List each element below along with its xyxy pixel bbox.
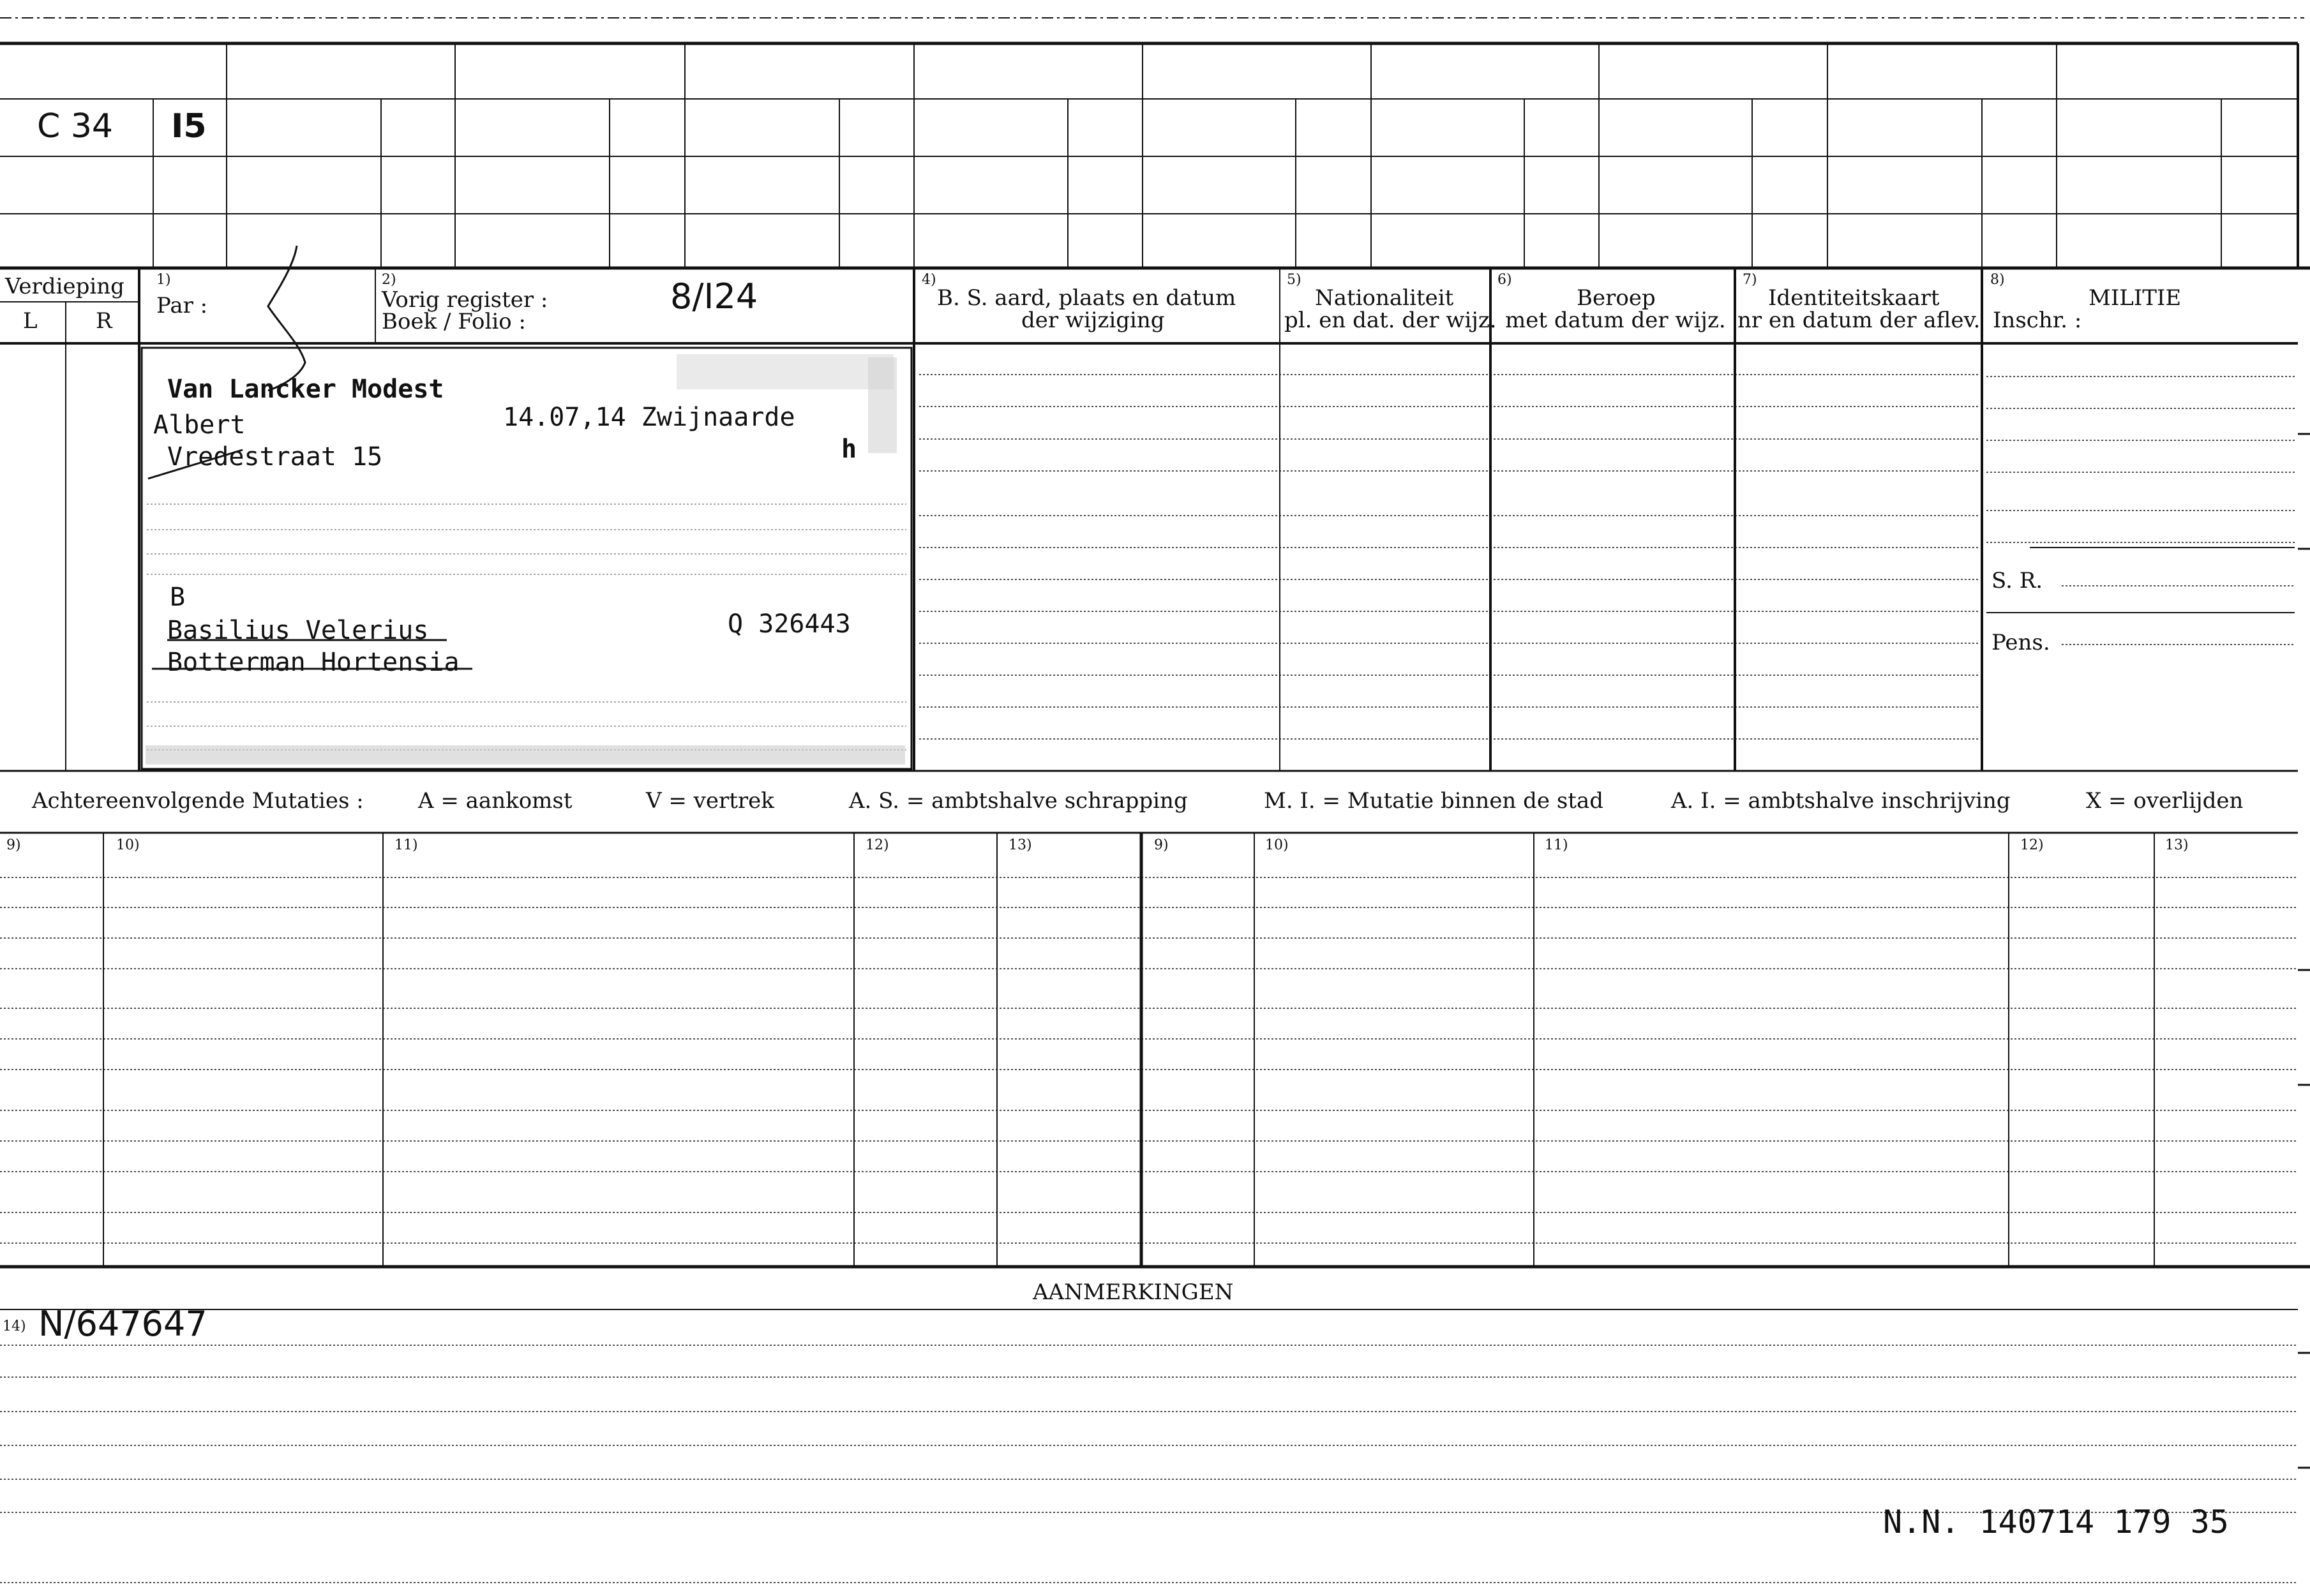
- identiteitskaart-label: Identiteitskaart: [1768, 285, 1940, 311]
- record-address: Vredestraat 15: [167, 442, 383, 472]
- col-l-label: L: [23, 308, 38, 334]
- record-first-name: Albert: [153, 410, 246, 440]
- mutatie-legend-as: A. S. = ambtshalve schrapping: [849, 788, 1188, 814]
- verdieping-label: Verdieping: [5, 274, 124, 299]
- col8-number: 8): [1990, 272, 2005, 288]
- mutaties-title: Achtereenvolgende Mutaties :: [32, 788, 364, 814]
- nationaliteit-sub-label: pl. en dat. der wijz.: [1284, 308, 1497, 333]
- mut-col-11-left: 11): [394, 837, 418, 853]
- aanmerkingen-number: 14): [3, 1318, 26, 1334]
- vorig-register-value: 8/I24: [670, 276, 758, 317]
- mut-col-9-right: 9): [1154, 837, 1169, 853]
- inschr-label: Inschr. :: [1993, 308, 2082, 333]
- record-id-number: Q 326443: [728, 609, 851, 639]
- mut-col-9-left: 9): [6, 837, 21, 853]
- militie-label: MILITIE: [2089, 285, 2182, 311]
- col5-number: 5): [1287, 272, 1301, 288]
- mut-col-10-left: 10): [116, 837, 140, 853]
- code-i5: I5: [171, 107, 207, 145]
- col-r-label: R: [96, 308, 112, 334]
- mut-col-12-right: 12): [2020, 837, 2044, 853]
- beroep-label: Beroep: [1577, 285, 1656, 311]
- mutatie-legend-x: X = overlijden: [2086, 788, 2244, 814]
- identiteitskaart-sub-label: nr en datum der aflev.: [1737, 308, 1981, 333]
- mut-col-13-left: 13): [1009, 837, 1032, 853]
- mutatie-legend-ai: A. I. = ambtshalve inschrijving: [1671, 788, 2011, 814]
- col1-number: 1): [156, 272, 171, 288]
- mutatie-legend-mi: M. I. = Mutatie binnen de stad: [1264, 788, 1603, 814]
- bs-label-line1: B. S. aard, plaats en datum: [937, 285, 1236, 311]
- vorig-register-label: Vorig register :: [382, 287, 548, 313]
- stamp-smudge-right: [868, 357, 897, 453]
- record-sex: h: [841, 435, 857, 464]
- record-other: Botterman Hortensia: [167, 648, 460, 677]
- beroep-sub-label: met datum der wijz.: [1505, 308, 1726, 333]
- col4-number: 4): [922, 272, 936, 288]
- col6-number: 6): [1497, 272, 1512, 288]
- code-c34: C 34: [37, 107, 114, 145]
- nationaliteit-label: Nationaliteit: [1315, 285, 1454, 311]
- mut-col-10-right: 10): [1265, 837, 1289, 853]
- sr-label: S. R.: [1991, 568, 2043, 593]
- record-name: Van Lancker Modest: [167, 375, 444, 404]
- par-label: Par :: [156, 293, 208, 318]
- stamp-smudge-bottom: [146, 745, 905, 764]
- col7-number: 7): [1743, 272, 1757, 288]
- mutatie-legend-a: A = aankomst: [418, 788, 573, 814]
- record-birth: 14.07,14 Zwijnaarde: [503, 403, 795, 432]
- record-spouse: Basilius Velerius: [167, 616, 429, 645]
- pens-label: Pens.: [1991, 630, 2050, 655]
- mut-col-11-right: 11): [1545, 837, 1568, 853]
- record-mark: B: [170, 583, 186, 612]
- col2-number: 2): [382, 272, 396, 288]
- mut-col-12-left: 12): [866, 837, 889, 853]
- mutatie-legend-v: V = vertrek: [646, 788, 774, 814]
- aanmerkingen-title: AANMERKINGEN: [1033, 1279, 1234, 1305]
- national-number: N.N. 140714 179 35: [1883, 1503, 2229, 1540]
- aanmerkingen-note: N/647647: [38, 1304, 207, 1344]
- boek-folio-label: Boek / Folio :: [382, 309, 526, 334]
- bs-label-line2: der wijziging: [1021, 308, 1165, 333]
- stamp-smudge-top: [677, 354, 894, 389]
- mut-col-13-right: 13): [2165, 837, 2189, 853]
